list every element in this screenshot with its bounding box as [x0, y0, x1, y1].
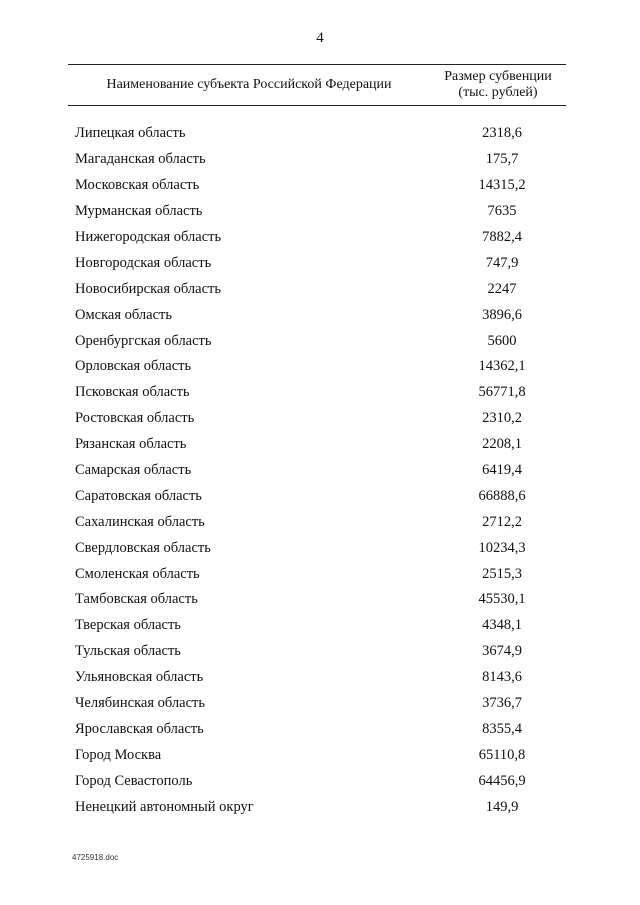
subject-name-cell: Тверская область — [75, 617, 181, 634]
subject-name-cell: Московская область — [75, 177, 200, 194]
table-row — [68, 794, 566, 820]
table-row — [68, 665, 566, 691]
subvention-value-cell: 3736,7 — [482, 695, 522, 712]
subvention-value-cell: 2247 — [487, 280, 517, 297]
subject-name-cell: Сахалинская область — [75, 513, 205, 530]
subject-name-cell: Ростовская область — [75, 410, 195, 427]
table-row — [68, 276, 566, 302]
subvention-table — [68, 64, 566, 820]
subject-name-cell: Свердловская область — [75, 539, 211, 556]
subject-name-cell: Липецкая область — [75, 125, 186, 142]
subvention-value-cell: 8143,6 — [482, 669, 522, 686]
subvention-value-cell: 2515,3 — [482, 565, 522, 582]
subvention-value-cell: 10234,3 — [478, 539, 526, 556]
table-row — [68, 121, 566, 147]
subvention-value-cell: 45530,1 — [478, 591, 526, 608]
subvention-value-cell: 2712,2 — [482, 513, 522, 530]
subject-name-cell: Челябинская область — [75, 695, 205, 712]
subvention-value-cell: 8355,4 — [482, 720, 522, 737]
subject-name-cell: Ненецкий автономный округ — [75, 798, 254, 815]
table-row — [68, 613, 566, 639]
table-row — [68, 328, 566, 354]
table-row — [68, 691, 566, 717]
subvention-value-cell: 65110,8 — [478, 746, 526, 763]
subvention-value-cell: 5600 — [487, 332, 517, 349]
subvention-value-cell: 14315,2 — [478, 177, 526, 194]
subvention-value-cell: 2318,6 — [482, 125, 522, 142]
table-row — [68, 354, 566, 380]
subvention-value-cell: 64456,9 — [478, 772, 526, 789]
table-row — [68, 768, 566, 794]
table-row — [68, 742, 566, 768]
subject-name-cell: Ярославская область — [75, 720, 204, 737]
subvention-value-cell: 6419,4 — [482, 462, 522, 479]
subvention-value-cell: 747,9 — [485, 254, 519, 271]
header-subvention-line1: Размер субвенции — [444, 69, 552, 84]
subvention-value-cell: 3896,6 — [482, 306, 522, 323]
table-row — [68, 535, 566, 561]
subvention-value-cell: 56771,8 — [478, 384, 526, 401]
subject-name-cell: Тамбовская область — [75, 591, 198, 608]
table-row — [68, 483, 566, 509]
subject-name-cell: Новгородская область — [75, 254, 212, 271]
subject-name-cell: Новосибирская область — [75, 280, 221, 297]
subject-name-cell: Тульская область — [75, 643, 181, 660]
subject-name-cell: Оренбургская область — [75, 332, 212, 349]
subvention-value-cell: 2310,2 — [482, 410, 522, 427]
subvention-value-cell: 7635 — [487, 203, 517, 220]
table-row — [68, 225, 566, 251]
header-subject-name: Наименование субъекта Российской Федерации — [106, 77, 392, 92]
subvention-value-cell: 149,9 — [485, 798, 519, 815]
table-row — [68, 561, 566, 587]
subvention-value-cell: 7882,4 — [482, 229, 522, 245]
subject-name-cell: Псковская область — [75, 384, 190, 401]
table-row — [68, 173, 566, 199]
table-row — [68, 432, 566, 458]
table-row — [68, 199, 566, 225]
table-row — [68, 380, 566, 406]
subvention-value-cell: 2208,1 — [482, 436, 522, 453]
table-row — [68, 716, 566, 742]
subvention-value-cell: 3674,9 — [482, 643, 522, 660]
subject-name-cell: Ульяновская область — [75, 669, 204, 686]
subject-name-cell: Город Москва — [75, 746, 162, 763]
table-row — [68, 406, 566, 432]
table-body — [68, 121, 566, 820]
table-row — [68, 250, 566, 276]
table-row — [68, 147, 566, 173]
table-header — [68, 64, 566, 106]
document-code: 4725918.doc — [72, 853, 119, 862]
subject-name-cell: Саратовская область — [75, 487, 202, 504]
table-row — [68, 639, 566, 665]
page-number: 4 — [316, 30, 324, 46]
subject-name-cell: Мурманская область — [75, 203, 203, 220]
subject-name-cell: Орловская область — [75, 358, 192, 375]
subject-name-cell: Рязанская область — [75, 436, 187, 453]
subvention-value-cell: 66888,6 — [478, 487, 526, 504]
subvention-value-cell: 175,7 — [485, 151, 519, 168]
subvention-value-cell: 14362,1 — [478, 358, 526, 375]
header-subvention-line2: (тыс. рублей) — [458, 85, 538, 100]
subject-name-cell: Город Севастополь — [75, 772, 193, 789]
subject-name-cell: Смоленская область — [75, 565, 200, 582]
subject-name-cell: Нижегородская область — [75, 229, 222, 245]
subvention-value-cell: 4348,1 — [482, 617, 522, 634]
subject-name-cell: Магаданская область — [75, 151, 206, 168]
table-row — [68, 587, 566, 613]
subject-name-cell: Омская область — [75, 306, 172, 323]
table-row — [68, 302, 566, 328]
table-row — [68, 509, 566, 535]
header-subvention-size — [430, 65, 566, 105]
table-row — [68, 458, 566, 484]
subject-name-cell: Самарская область — [75, 462, 192, 479]
